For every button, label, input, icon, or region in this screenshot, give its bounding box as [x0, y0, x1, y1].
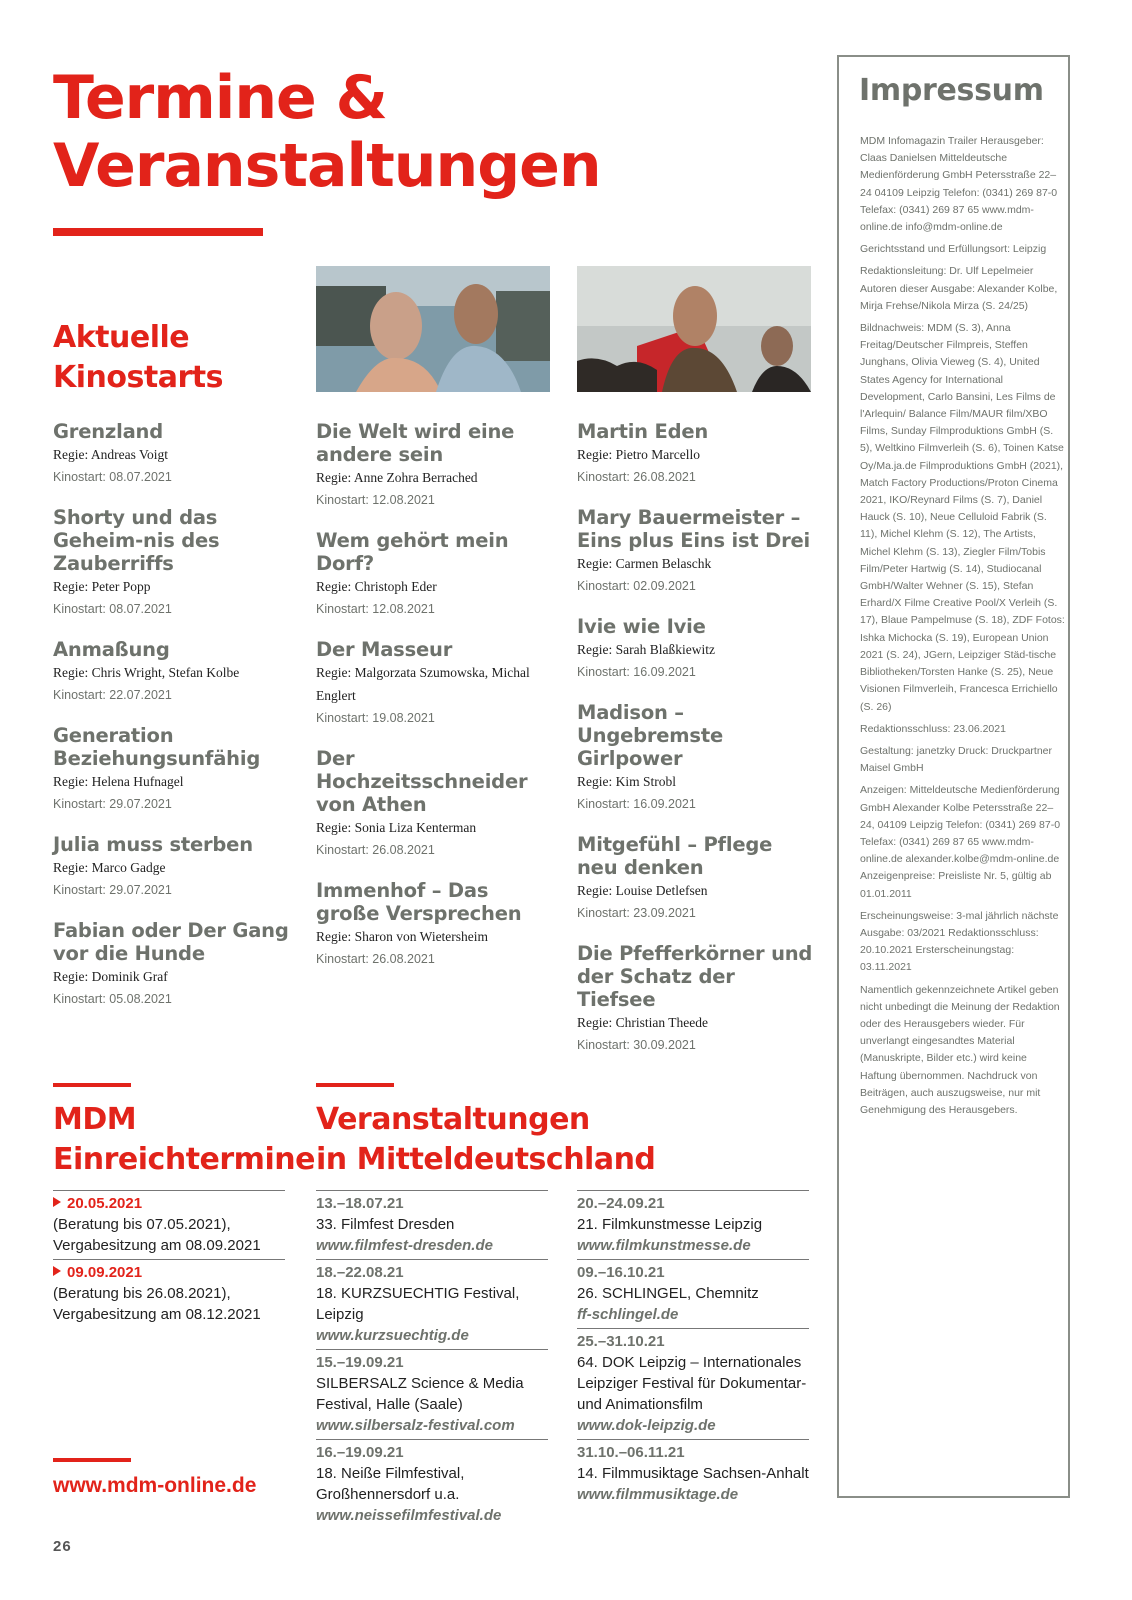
event-entry — [577, 1439, 809, 1505]
event-name: 21. Filmkunstmesse Leipzig — [577, 1216, 763, 1233]
film-entry — [53, 724, 293, 816]
film-director: Regie: Marco Gadge — [53, 860, 166, 875]
film-title: Julia muss sterben — [53, 833, 253, 856]
film-start-date: Kinostart: 12.08.2021 — [316, 493, 435, 507]
triangle-bullet-icon — [53, 1266, 61, 1276]
film-start-date: Kinostart: 08.07.2021 — [53, 602, 172, 616]
film-start-date: Kinostart: 12.08.2021 — [316, 602, 435, 616]
film-entry — [316, 420, 556, 512]
film-title: Fabian oder Der Gang vor die Hunde — [53, 919, 289, 965]
film-director: Regie: Sharon von Wietersheim — [316, 929, 489, 944]
impressum-paragraph: Erscheinungsweise: 3-mal jährlich nächste Ausgabe: 03/2021 Redaktionsschluss: 20.10.2021 Ersterscheinungstag: 03.11.2021 — [860, 909, 1059, 974]
impressum-paragraph: Gerichtsstand und Erfüllungsort: Leipzig — [860, 243, 1047, 256]
events-column-1 — [316, 1190, 548, 1529]
impressum-paragraph: Gestaltung: janetzky Druck: Druckpartner Maisel GmbH — [860, 744, 1052, 775]
film-entry — [53, 919, 293, 1011]
event-name: 26. SCHLINGEL, Chemnitz — [577, 1285, 759, 1302]
film-entry — [577, 615, 817, 684]
impressum-box — [837, 55, 1070, 1498]
film-director: Regie: Carmen Belaschk — [577, 556, 712, 571]
einreich-heading: MDM Einreichtermine — [53, 1102, 315, 1177]
event-entry — [577, 1190, 809, 1256]
impressum-paragraph: Anzeigen: Mitteldeutsche Medienförderung GmbH Alexander Kolbe Petersstraße 22–24, 04109 Leipzig Telefon: (0341) 269 87-0 Telefax: (0341) 269 87 65 www.mdm-online.de alexander.kolbe@mdm-online.de Anzeigenpreise: Preisliste Nr. 5, gültig ab 01.01.2011 — [860, 784, 1061, 900]
film-title: Generation Beziehungsunfähig — [53, 724, 261, 770]
film-title: Wem gehört mein Dorf? — [316, 529, 509, 575]
deadline-meeting: Vergabesitzung am 08.09.2021 — [53, 1237, 261, 1254]
event-name: 33. Filmfest Dresden — [316, 1216, 455, 1233]
impressum-paragraph: Redaktionsleitung: Dr. Ulf Lepelmeier Autoren dieser Ausgabe: Alexander Kolbe, Mirja Frehse/Nikola Mirza (S. 24/25) — [860, 265, 1058, 312]
event-entry — [577, 1259, 809, 1325]
title-divider — [53, 228, 263, 236]
event-name: 14. Filmmusiktage Sachsen-Anhalt — [577, 1465, 809, 1482]
kinostarts-column-1 — [53, 420, 293, 1028]
film-director: Regie: Chris Wright, Stefan Kolbe — [53, 665, 240, 680]
veranstaltungen-heading: Veranstaltungen in Mitteldeutschland — [316, 1102, 656, 1177]
film-title: Immenhof – Das große Versprechen — [316, 879, 522, 925]
film-start-date: Kinostart: 26.08.2021 — [316, 843, 435, 857]
event-name: 18. Neiße Filmfestival, Großhennersdorf u.a. — [316, 1465, 465, 1503]
film-title: Mary Bauermeister – Eins plus Eins ist Drei — [577, 506, 810, 552]
film-entry — [577, 506, 817, 598]
film-director: Regie: Louise Detlefsen — [577, 883, 708, 898]
event-entry — [316, 1349, 548, 1436]
film-entry — [53, 506, 293, 621]
film-director: Regie: Anne Zohra Berrached — [316, 470, 478, 485]
film-title: Mitgefühl – Pflege neu denken — [577, 833, 773, 879]
deadline-entry — [53, 1259, 285, 1325]
einreich-divider — [53, 1083, 131, 1087]
film-entry — [316, 529, 556, 621]
film-entry — [316, 747, 556, 862]
film-entry — [577, 701, 817, 816]
deadline-date: 20.05.2021 — [67, 1195, 143, 1212]
deadline-date: 09.09.2021 — [67, 1264, 143, 1281]
event-date: 25.–31.10.21 — [577, 1333, 665, 1350]
footer-divider — [53, 1458, 131, 1462]
film-entry — [53, 420, 293, 489]
film-title: Die Welt wird eine andere sein — [316, 420, 515, 466]
impressum-paragraph: MDM Infomagazin Trailer Herausgeber: Claas Danielsen Mitteldeutsche Medienförderung GmbH Petersstraße 22–24 04109 Leipzig Telefon: (0341) 269 87-0 Telefax: (0341) 269 87 65 www.mdm-online.de info@mdm-online.de — [860, 135, 1058, 234]
page-title — [53, 64, 601, 200]
film-director: Regie: Sarah Blaßkiewitz — [577, 642, 715, 657]
film-start-date: Kinostart: 19.08.2021 — [316, 711, 435, 725]
impressum-title: Impressum — [859, 73, 1044, 108]
event-link[interactable]: www.neissefilmfestival.de — [316, 1507, 502, 1524]
impressum-paragraph: Namentlich gekennzeichnete Artikel geben nicht unbedingt die Meinung der Redaktion oder des Herausgebers wieder. Für unverlangt eingesandtes Material (Manuskripte, Bilder etc.) wird keine Haftung übernommen. Nachdruck von Beiträgen, auch auszugsweise, nur mit Genehmigung des Herausgebers. — [860, 983, 1060, 1116]
event-link[interactable]: www.filmmusiktage.de — [577, 1486, 739, 1503]
event-entry — [316, 1190, 548, 1256]
event-link[interactable]: ff-schlingel.de — [577, 1306, 679, 1323]
event-entry — [316, 1439, 548, 1526]
film-director: Regie: Andreas Voigt — [53, 447, 168, 462]
film-entry — [53, 833, 293, 902]
kinostarts-heading: Aktuelle Kinostarts — [53, 320, 223, 395]
event-date: 18.–22.08.21 — [316, 1264, 404, 1281]
film-start-date: Kinostart: 16.09.2021 — [577, 665, 696, 679]
film-director: Regie: Sonia Liza Kenterman — [316, 820, 477, 835]
film-still-photo-2 — [577, 266, 811, 392]
event-entry — [577, 1328, 809, 1436]
event-date: 13.–18.07.21 — [316, 1195, 404, 1212]
event-date: 16.–19.09.21 — [316, 1444, 404, 1461]
event-link[interactable]: www.dok-leipzig.de — [577, 1417, 716, 1434]
film-start-date: Kinostart: 05.08.2021 — [53, 992, 172, 1006]
film-entry — [316, 638, 556, 730]
event-link[interactable]: www.filmfest-dresden.de — [316, 1237, 493, 1254]
deadline-note: (Beratung bis 07.05.2021), — [53, 1216, 231, 1233]
film-title: Ivie wie Ivie — [577, 615, 706, 638]
film-entry — [577, 942, 817, 1057]
veranstaltungen-divider — [316, 1083, 394, 1087]
film-still-image-2 — [577, 266, 811, 392]
impressum-paragraph: Bildnachweis: MDM (S. 3), Anna Freitag/Deutscher Filmpreis, Steffen Junghans, Olivia Vieweg (S. 4), United States Agency for International Development, Carlo Bansini, Les Films de l'Arlequin/ Balance Film/MAUR film/XBO Films, Sunday Filmproduktions GmbH (S. 5), Weltkino Filmverleih (S. 6), Toinen Katse Oy/Ma.ja.de Filmproduktions GmbH (2021), Match Factory Productions/Proton Cinema 2021, IKO/Reynard Films (S. 7), Daniel Hauck (S. 10), Neue Celluloid Fabrik (S. 11), Michel Klehm (S. 12), The Artists, Michel Klehm (S. 13), Ziegler Film/Tobis Film/Peter Hartwig (S. 14), Studiocanal GmbH/Walter Wehner (S. 15), Stefan Erhard/X Filme Creative Pool/X Verleih (S. 17), Blaue Pampelmuse (S. 18), ZDF Fotos: Ishka Michocka (S. 19), European Union 2021 (S. 24), JGern, Leipziger Städ-tische Bibliotheken/Torsten Hanke (S. 25), Neue Visionen Filmverleih, Francesca Errichiello (S. 26) — [860, 322, 1065, 713]
film-start-date: Kinostart: 23.09.2021 — [577, 906, 696, 920]
event-date: 15.–19.09.21 — [316, 1354, 404, 1371]
film-director: Regie: Peter Popp — [53, 579, 151, 594]
film-title: Madison – Ungebremste Girlpower — [577, 701, 723, 770]
film-start-date: Kinostart: 02.09.2021 — [577, 579, 696, 593]
film-title: Der Hochzeitsschneider von Athen — [316, 747, 528, 816]
kinostarts-column-2 — [316, 420, 556, 988]
page-title-line1: Termine & — [53, 63, 387, 133]
event-date: 20.–24.09.21 — [577, 1195, 665, 1212]
events-column-2 — [577, 1190, 809, 1508]
film-still-image-1 — [316, 266, 550, 392]
event-name: 18. KURZSUECHTIG Festival, Leipzig — [316, 1285, 520, 1323]
einreich-dates — [53, 1190, 285, 1328]
film-start-date: Kinostart: 29.07.2021 — [53, 883, 172, 897]
impressum-paragraph: Redaktionsschluss: 23.06.2021 — [860, 722, 1006, 735]
event-date: 09.–16.10.21 — [577, 1264, 665, 1281]
film-start-date: Kinostart: 29.07.2021 — [53, 797, 172, 811]
film-director: Regie: Christoph Eder — [316, 579, 437, 594]
film-title: Anmaßung — [53, 638, 170, 661]
film-director: Regie: Christian Theede — [577, 1015, 708, 1030]
film-entry — [577, 420, 817, 489]
film-entry — [316, 879, 556, 971]
film-start-date: Kinostart: 26.08.2021 — [577, 470, 696, 484]
event-entry — [316, 1259, 548, 1346]
film-start-date: Kinostart: 26.08.2021 — [316, 952, 435, 966]
film-start-date: Kinostart: 16.09.2021 — [577, 797, 696, 811]
film-title: Grenzland — [53, 420, 163, 443]
film-entry — [53, 638, 293, 707]
deadline-entry — [53, 1190, 285, 1256]
event-name: 64. DOK Leipzig – Internationales Leipziger Festival für Dokumentar- und Animationsfilm — [577, 1354, 807, 1413]
event-link[interactable]: www.silbersalz-festival.com — [316, 1417, 515, 1434]
page-title-line2: Veranstaltungen — [53, 131, 601, 201]
event-name: SILBERSALZ Science & Media Festival, Halle (Saale) — [316, 1375, 524, 1413]
kinostarts-column-3 — [577, 420, 817, 1074]
film-director: Regie: Kim Strobl — [577, 774, 676, 789]
website-link[interactable]: www.mdm-online.de — [53, 1474, 257, 1497]
film-start-date: Kinostart: 08.07.2021 — [53, 470, 172, 484]
film-title: Martin Eden — [577, 420, 709, 443]
film-director: Regie: Helena Hufnagel — [53, 774, 184, 789]
deadline-meeting: Vergabesitzung am 08.12.2021 — [53, 1306, 261, 1323]
film-director: Regie: Pietro Marcello — [577, 447, 700, 462]
event-link[interactable]: www.kurzsuechtig.de — [316, 1327, 469, 1344]
film-title: Die Pfefferkörner und der Schatz der Tiefsee — [577, 942, 813, 1011]
event-link[interactable]: www.filmkunstmesse.de — [577, 1237, 751, 1254]
film-start-date: Kinostart: 22.07.2021 — [53, 688, 172, 702]
film-start-date: Kinostart: 30.09.2021 — [577, 1038, 696, 1052]
film-entry — [577, 833, 817, 925]
deadline-note: (Beratung bis 26.08.2021), — [53, 1285, 231, 1302]
film-director: Regie: Malgorzata Szumowska, Michal Englert — [316, 665, 530, 703]
film-title: Shorty und das Geheim-nis des Zauberriffs — [53, 506, 220, 575]
film-still-photo-1 — [316, 266, 550, 392]
film-title: Der Masseur — [316, 638, 453, 661]
page-number: 26 — [53, 1538, 72, 1555]
event-date: 31.10.–06.11.21 — [577, 1444, 685, 1461]
film-director: Regie: Dominik Graf — [53, 969, 168, 984]
triangle-bullet-icon — [53, 1197, 61, 1207]
impressum-body — [860, 133, 1065, 1124]
